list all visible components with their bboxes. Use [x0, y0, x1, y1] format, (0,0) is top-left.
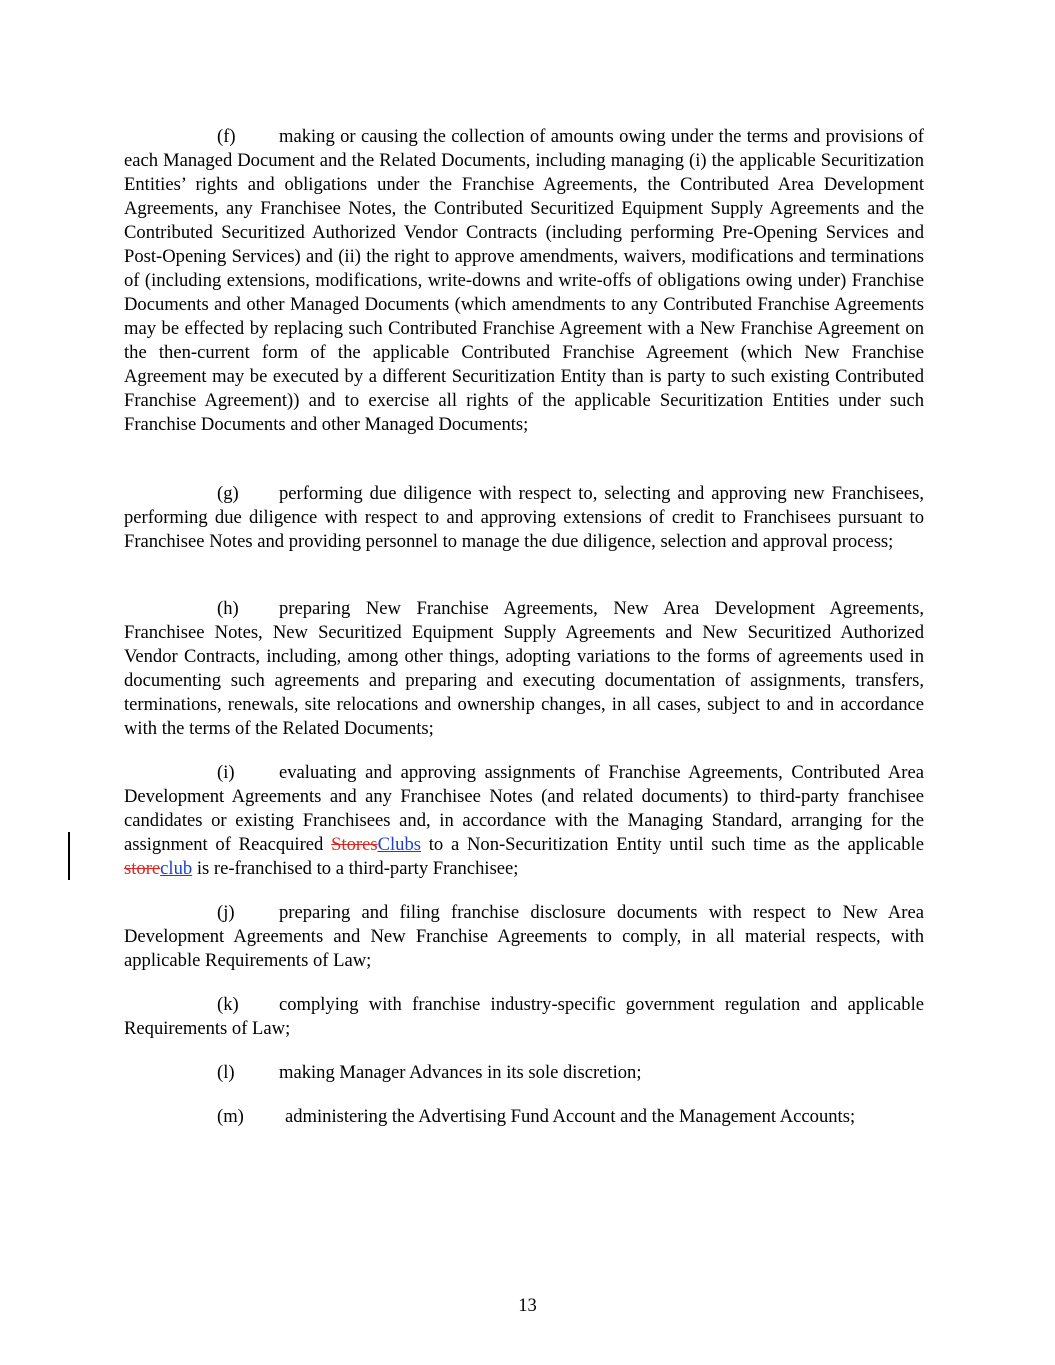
paragraph-text: making Manager Advances in its sole discretion; — [279, 1062, 642, 1083]
paragraph-label: (h) — [217, 598, 239, 619]
paragraph-text: complying with franchise industry-specific government regulation and applicable Requirements of Law; — [124, 994, 924, 1039]
paragraph-g — [124, 482, 924, 554]
paragraph-j — [124, 901, 924, 973]
paragraph-l — [217, 1061, 642, 1085]
paragraph-text: administering the Advertising Fund Account and the Management Accounts; — [285, 1106, 856, 1127]
paragraph-label: (m) — [217, 1106, 244, 1127]
paragraph-k — [124, 993, 924, 1041]
paragraph-m — [217, 1105, 855, 1129]
paragraph-text: is re-franchised to a third-party Franchisee; — [192, 858, 519, 879]
paragraph-label: (l) — [217, 1062, 235, 1083]
paragraph-text: preparing and filing franchise disclosure documents with respect to New Area Development Agreements and New Franchise Agreements to comply, in all material respects, with applicable Requirements of Law; — [124, 902, 924, 971]
revision-change-bar — [68, 832, 70, 880]
paragraph-text: preparing New Franchise Agreements, New Area Development Agreements, Franchisee Notes, New Securitized Equipment Supply Agreements and New Securitized Authorized Vendor Contracts, including, among other things, adopting variations to the forms of agreements used in documenting such agreements and preparing and executing documentation of assignments, transfers, terminations, renewals, site relocations and ownership changes, in all cases, subject to and in accordance with the terms of the Related Documents; — [124, 598, 924, 739]
paragraph-text: making or causing the collection of amounts owing under the terms and provisions of each Managed Document and the Related Documents, including managing (i) the applicable Securitization Entities’ rights and obligations under the Franchise Agreements, the Contributed Area Development Agreements, any Franchisee Notes, the Contributed Securitized Equipment Supply Agreements and the Contributed Securitized Authorized Vendor Contracts (including performing Pre-Opening Services and Post-Opening Services) and (ii) the right to approve amendments, waivers, modifications and terminations of (including extensions, modifications, write-downs and write-offs of obligations owing under) Franchise Documents and other Managed Documents (which amendments to any Contributed Franchise Agreements may be effected by replacing such Contributed Franchise Agreement with a New Franchise Agreement on the then-current form of the applicable Contributed Franchise Agreement (which New Franchise Agreement may be executed by a different Securitization Entity than is party to such existing Contributed Franchise Agreement)) and to exercise all rights of the applicable Securitization Entities under such Franchise Documents and other Managed Documents; — [124, 126, 924, 435]
paragraph-i — [124, 761, 924, 881]
paragraph-label: (g) — [217, 483, 239, 504]
paragraph-label: (j) — [217, 902, 235, 923]
paragraph-text: to a Non-Securitization Entity until such time as the applicable — [420, 834, 925, 855]
inserted-text: club — [160, 858, 193, 879]
paragraph-f — [124, 125, 924, 437]
deleted-text: Stores — [331, 834, 378, 855]
paragraph-label: (i) — [217, 762, 235, 783]
inserted-text: Clubs — [377, 834, 421, 855]
paragraph-text: performing due diligence with respect to, selecting and approving new Franchisees, performing due diligence with respect to and approving extensions of credit to Franchisees pursuant to Franchisee Notes and providing personnel to manage the due diligence, selection and approval process; — [124, 483, 924, 552]
paragraph-label: (k) — [217, 994, 239, 1015]
page-number: 13 — [518, 1295, 537, 1316]
paragraph-text: evaluating and approving assignments of Franchise Agreements, Contributed Area Development Agreements and any Franchisee Notes (and related documents) to third-party franchisee candidates or existing Franchisees and, in accordance with the Managing Standard, arranging for the assignment of Reacquired — [124, 762, 924, 855]
paragraph-label: (f) — [217, 126, 236, 147]
paragraph-h — [124, 597, 924, 741]
deleted-text: store — [124, 858, 161, 879]
